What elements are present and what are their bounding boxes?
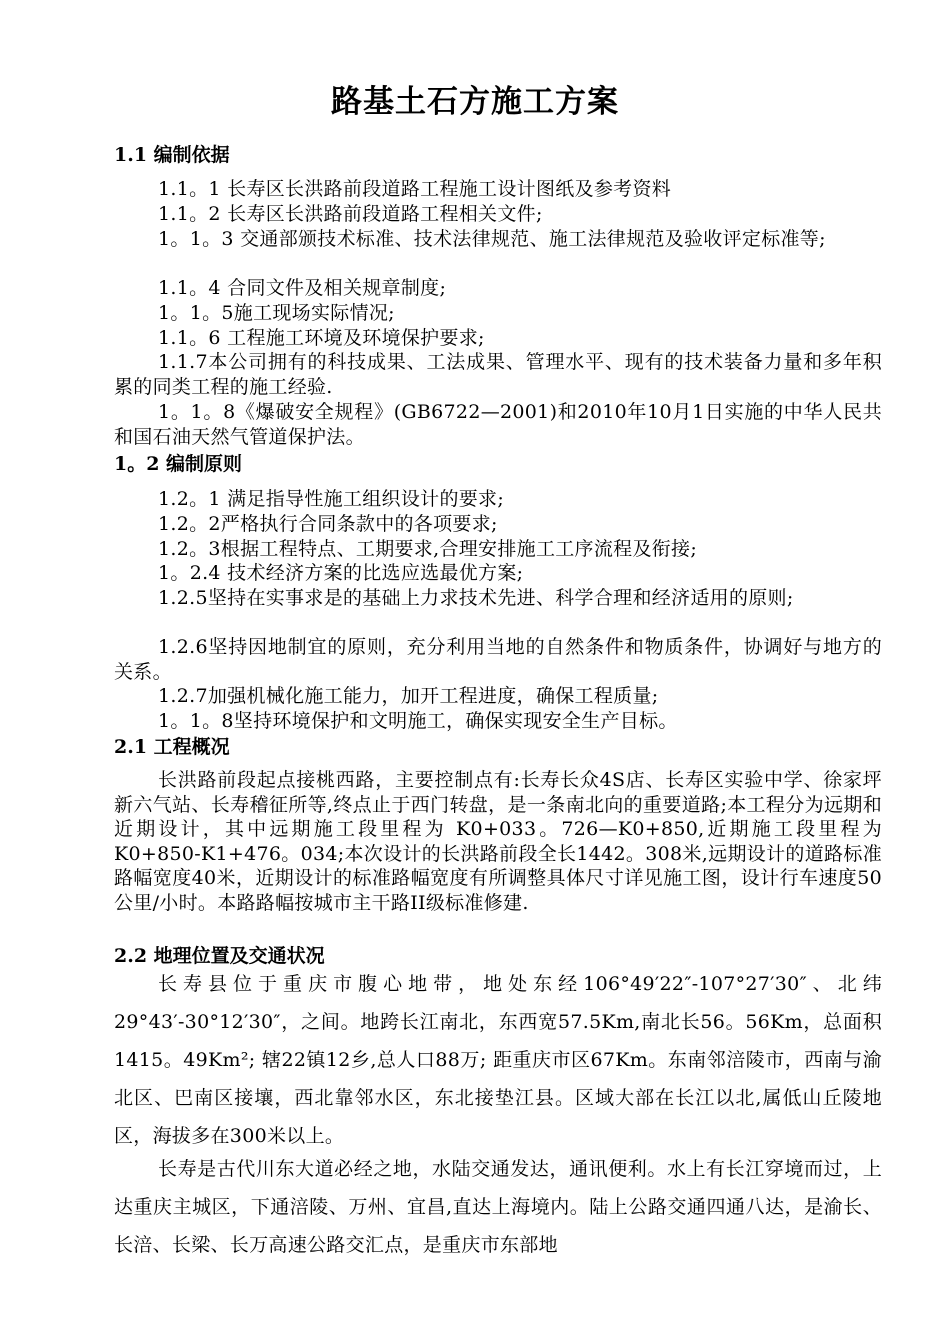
paragraph-1-1-3: 1。1。3 交通部颁技术标准、技术法律规范、施工法律规范及验收评定标准等; (158, 228, 826, 250)
paragraph-1-2-7: 1.2.7加强机械化施工能力，加开工程进度，确保工程质量; (158, 685, 659, 707)
paragraph-1-2-4: 1。2.4 技术经济方案的比选应选最优方案; (158, 562, 524, 584)
paragraph-1-1-4: 1.1。4 合同文件及相关规章制度; (158, 277, 447, 299)
paragraph-1-2-2: 1.2。2严格执行合同条款中的各项要求; (158, 513, 498, 535)
section-heading-1-2: 1。2 编制原则 (114, 453, 243, 475)
paragraph-1-2-1: 1.2。1 满足指导性施工组织设计的要求; (158, 488, 505, 510)
paragraph-2-2-traffic: 长寿是古代川东大道必经之地，水陆交通发达，通讯便利。水上有长江穿境而过，上达重庆主城区，下通涪陵、万州、宜昌,直达上海境内。陆上公路交通四通八达，是渝长、长涪、长梁、长万高速公路交汇点，是重庆市东部地 (114, 1158, 882, 1256)
paragraph-1-2-6: 1.2.6坚持因地制宜的原则，充分利用当地的自然条件和物质条件，协调好与地方的关系。 (114, 636, 882, 683)
paragraph-1-1-2: 1.1。2 长寿区长洪路前段道路工程相关文件; (158, 203, 543, 225)
paragraph-1-2-8: 1。1。8坚持环境保护和文明施工，确保实现安全生产目标。 (158, 710, 678, 732)
section-heading-2-1: 2.1 工程概况 (114, 736, 230, 758)
paragraph-1-1-6: 1.1。6 工程施工环境及环境保护要求; (158, 327, 485, 349)
section-heading-1-1: 1.1 编制依据 (114, 144, 230, 166)
document-title: 路基土石方施工方案 (331, 84, 619, 120)
paragraph-1-2-3: 1.2。3根据工程特点、工期要求,合理安排施工工序流程及衔接; (158, 538, 698, 560)
section-heading-2-2: 2.2 地理位置及交通状况 (114, 945, 325, 967)
paragraph-2-2-location: 长寿县位于重庆市腹心地带，地处东经106°49′22″-107°27′30″、北纬29°43′-30°12′30″，之间。地跨长江南北，东西宽57.5Km,南北长56。56Km，总面积1415。49Km²; 辖22镇12乡,总人口88万; 距重庆市区67Km。东南邻涪陵市，西南与渝北区、巴南区接壤，西北靠邻水区，东北接垫江县。区域大部在长江以北,属低山丘陵地区，海拔多在300米以上。 (114, 973, 882, 1147)
paragraph-1-1-5: 1。1。5施工现场实际情况; (158, 302, 395, 324)
paragraph-2-1-overview: 长洪路前段起点接桃西路，主要控制点有:长寿长众4S店、长寿区实验中学、徐家坪新六气站、长寿稽征所等,终点止于西门转盘，是一条南北向的重要道路;本工程分为远期和近期设计，其中远期施工段里程为 K0+033。726—K0+850,近期施工段里程为 K0+850-K1+476。034;本次设计的长洪路前段全长1442。308米,远期设计的道路标准路幅宽度40米，近期设计的标准路幅宽度有所调整具体尺寸详见施工图，设计行车速度50公里/小时。本路路幅按城市主干路II级标准修建. (114, 769, 882, 914)
paragraph-1-1-7: 1.1.7本公司拥有的科技成果、工法成果、管理水平、现有的技术装备力量和多年积累的同类工程的施工经验. (114, 351, 882, 398)
paragraph-1-2-5: 1.2.5坚持在实事求是的基础上力求技术先进、科学合理和经济适用的原则; (158, 587, 794, 609)
paragraph-1-1-8: 1。1。8《爆破安全规程》(GB6722—2001)和2010年10月1日实施的中华人民共和国石油天然气管道保护法。 (114, 401, 882, 448)
paragraph-1-1-1: 1.1。1 长寿区长洪路前段道路工程施工设计图纸及参考资料 (158, 178, 672, 200)
